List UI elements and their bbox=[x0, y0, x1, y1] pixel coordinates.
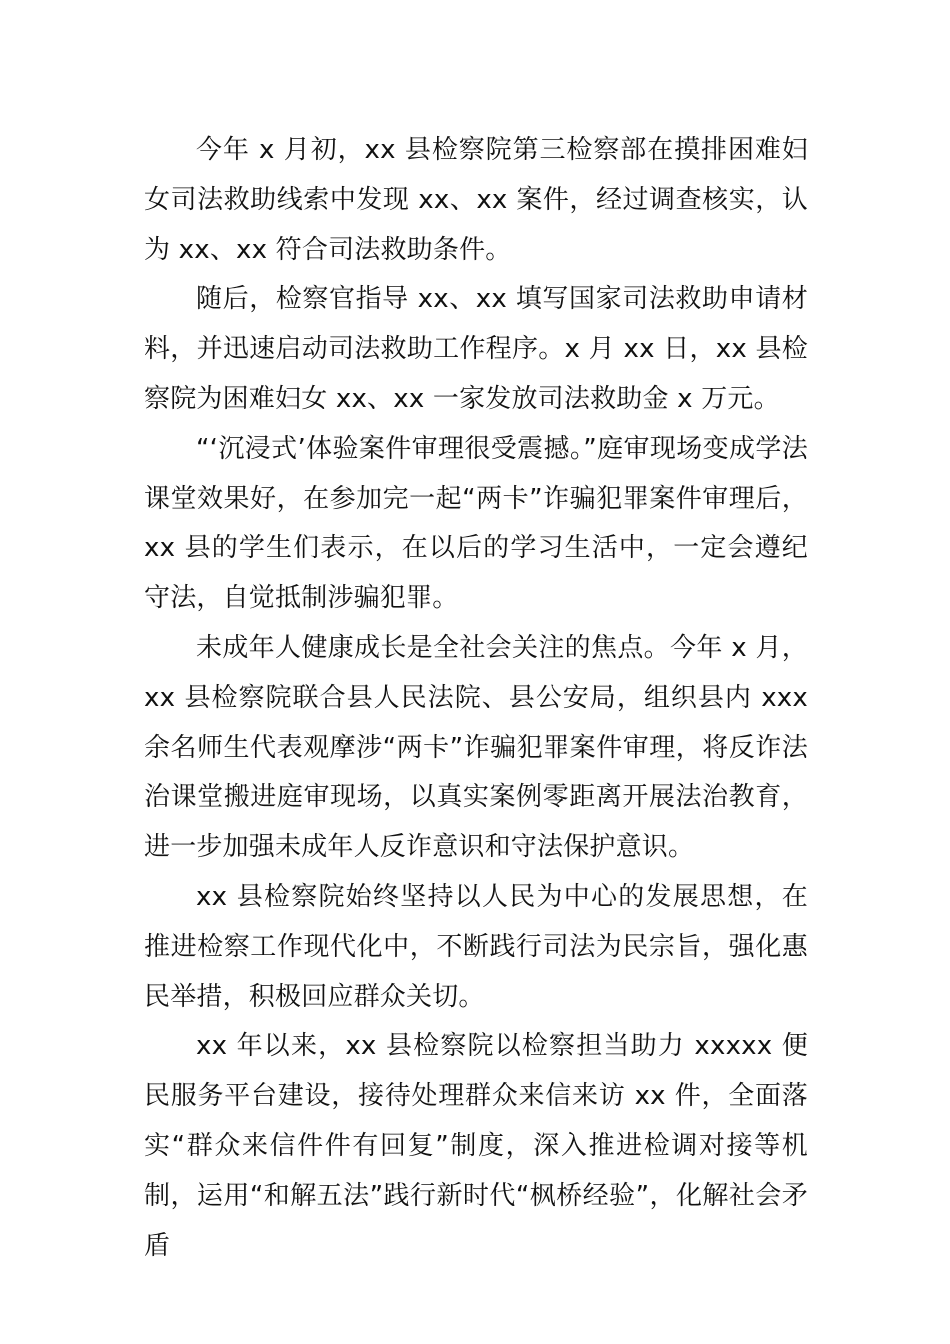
paragraph-5: xx 县检察院始终坚持以人民为中心的发展思想，在推进检察工作现代化中，不断践行司法为民宗旨，强化惠民举措，积极回应群众关切。 bbox=[144, 881, 808, 1012]
paragraph-1: 今年 x 月初，xx 县检察院第三检察部在摸排困难妇女司法救助线索中发现 xx、xx 案件，经过调查核实，认为 xx、xx 符合司法救助条件。 bbox=[144, 135, 808, 265]
paragraph-4: 未成年人健康成长是全社会关注的焦点。今年 x 月，xx 县检察院联合县人民法院、县公安局，组织县内 xxx 余名师生代表观摩涉“两卡”诈骗犯罪案件审理，将反诈法治课堂搬进庭审现场，以真实案例零距离开展法治教育，进一步加强未成年人反诈意识和守法保护意识。 bbox=[144, 632, 808, 863]
paragraph-3: “‘沉浸式’体验案件审理很受震撼。”庭审现场变成学法课堂效果好，在参加完一起“两卡”诈骗犯罪案件审理后，xx 县的学生们表示，在以后的学习生活中，一定会遵纪守法，自觉抵制涉骗犯罪。 bbox=[144, 433, 808, 614]
paragraph-6: xx 年以来，xx 县检察院以检察担当助力 xxxxx 便民服务平台建设，接待处理群众来信来访 xx 件，全面落实“群众来信件件有回复”制度，深入推进检调对接等机制，运用“和解五法”践行新时代“枫桥经验”，化解社会矛盾 bbox=[144, 1031, 808, 1261]
document-body bbox=[144, 126, 808, 1271]
paragraph-2: 随后，检察官指导 xx、xx 填写国家司法救助申请材料，并迅速启动司法救助工作程序。x 月 xx 日，xx 县检察院为困难妇女 xx、xx 一家发放司法救助金 x 万元。 bbox=[144, 284, 808, 414]
